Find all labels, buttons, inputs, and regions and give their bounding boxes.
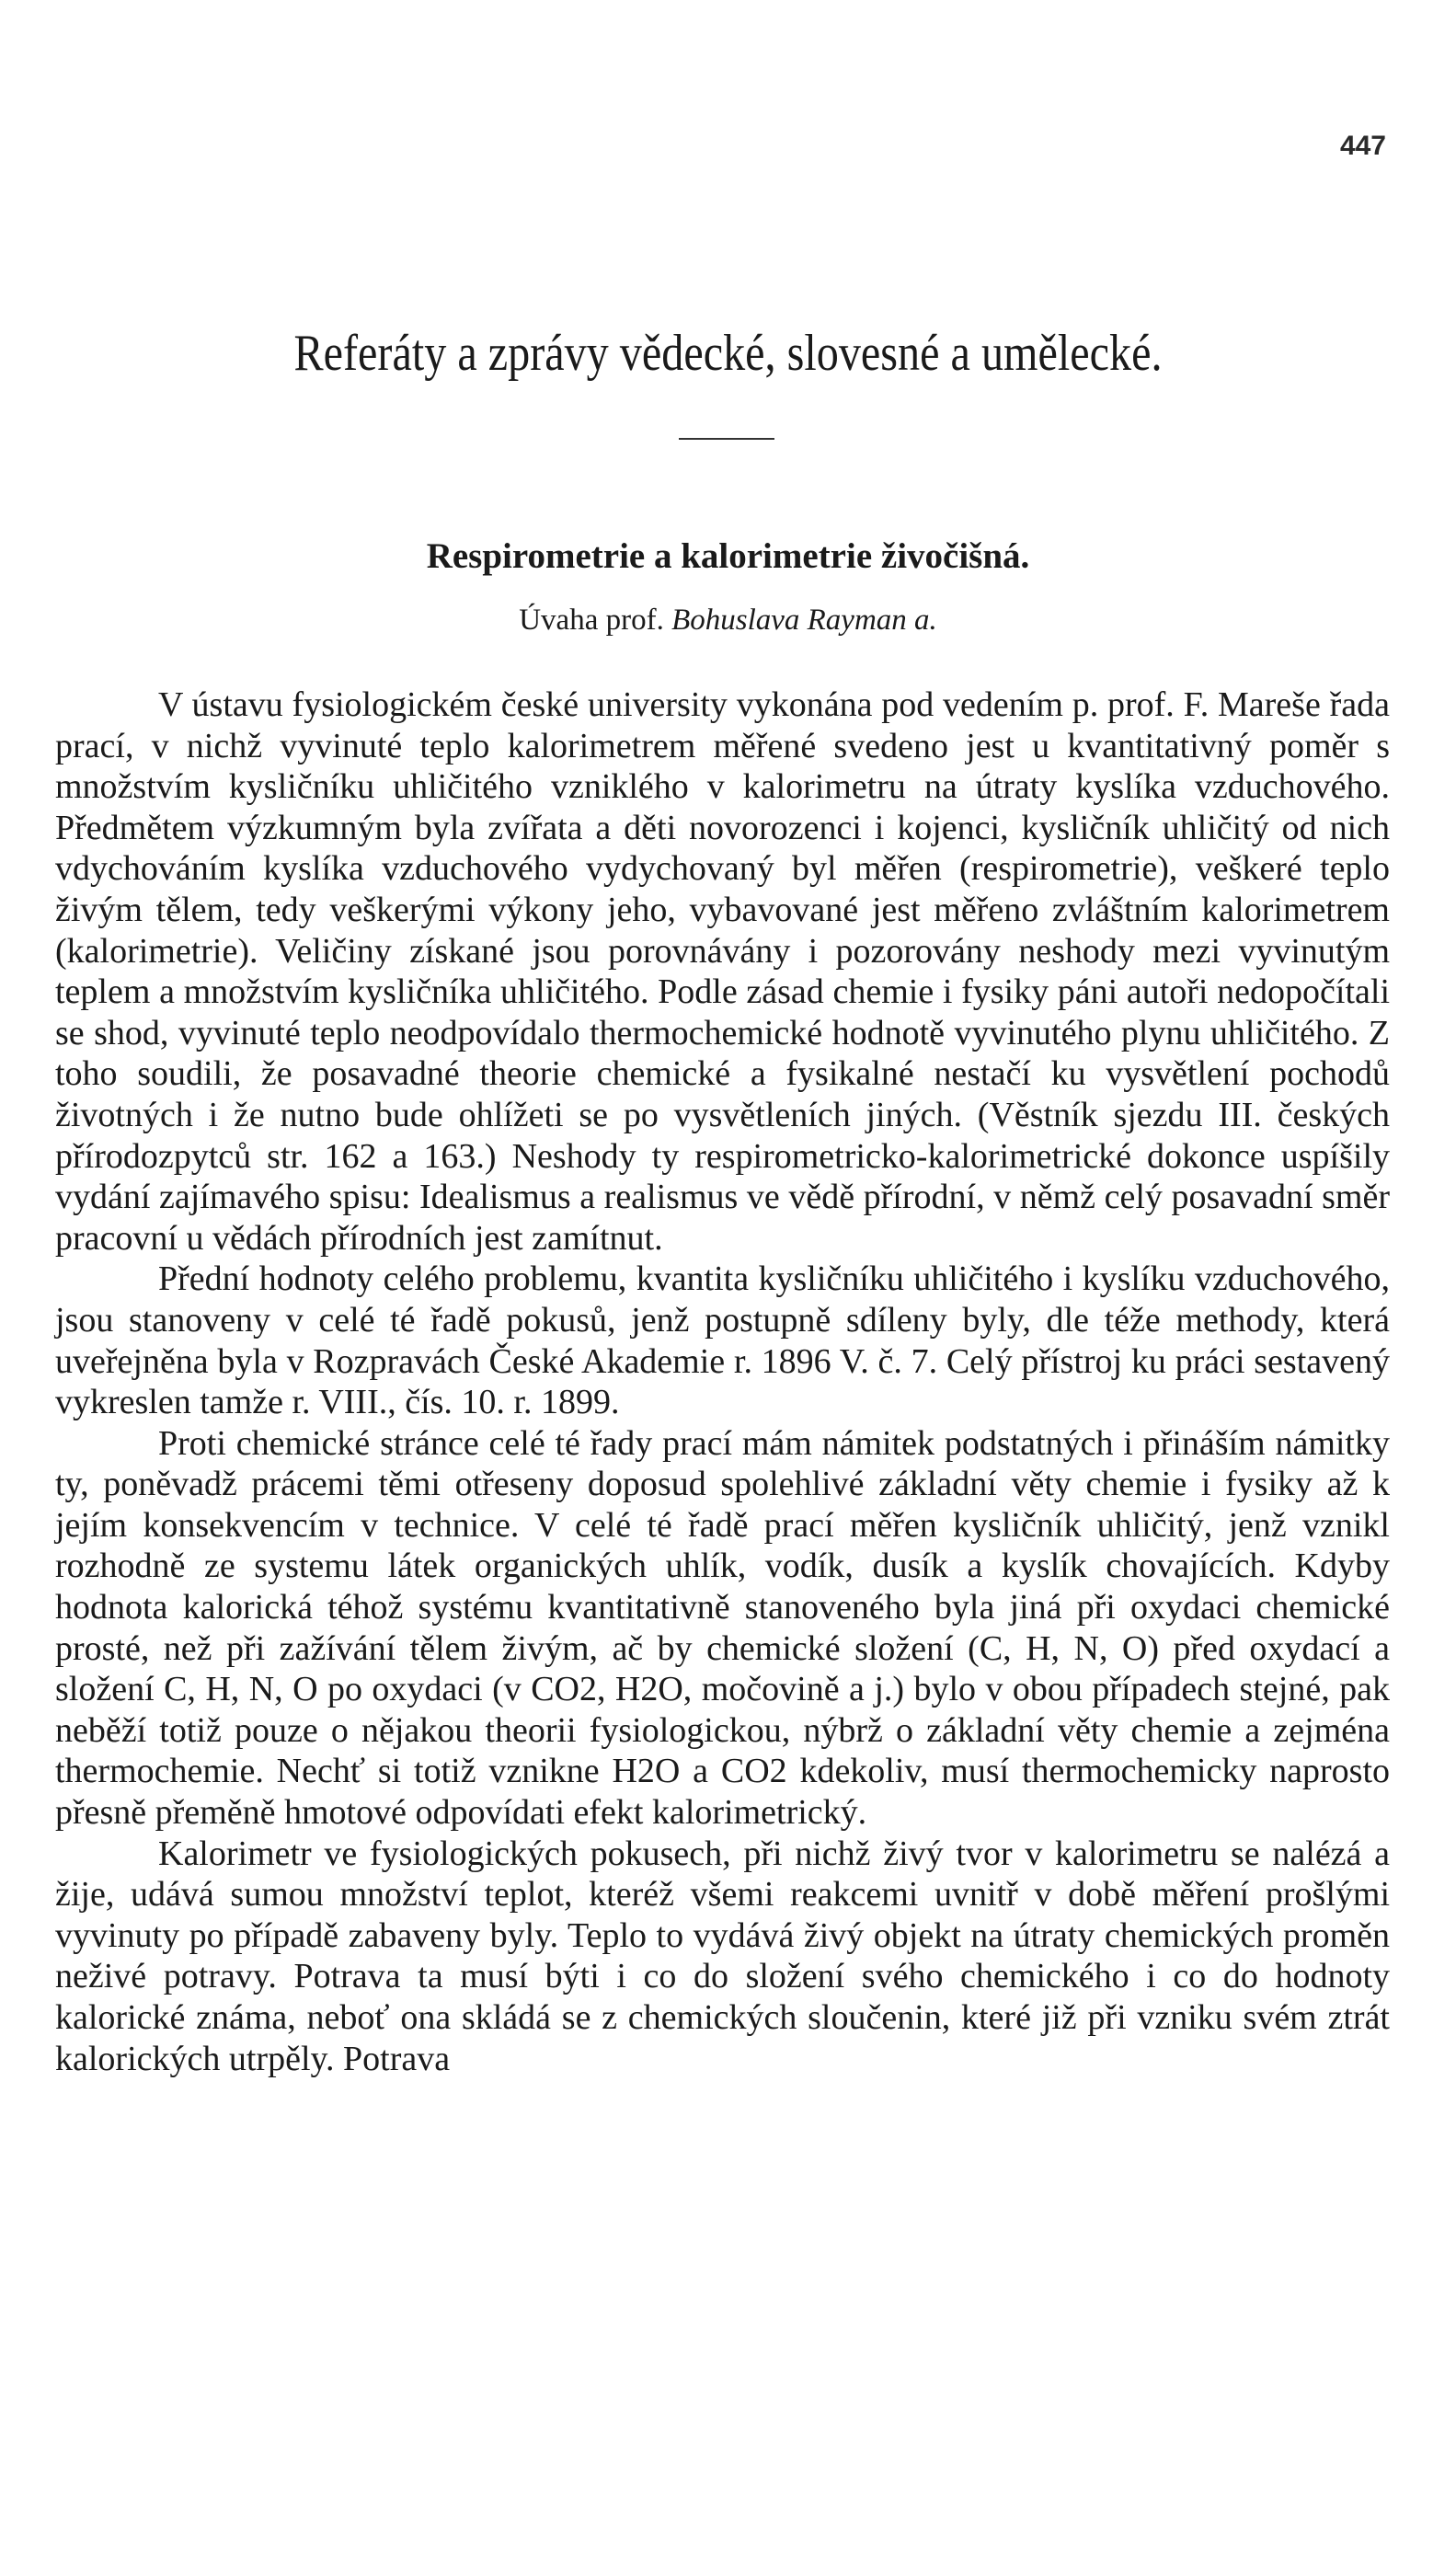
article-byline — [0, 604, 1456, 638]
paragraph: Kalorimetr ve fysiologických pokusech, při nichž živý tvor v kalorimetru se nalézá a žije, udává sumou množství teplot, kteréž všemi reakcemi uvnitř v době měření prošlými vyvinuty po případě zabaveny byly. Teplo to vydává živý objekt na útraty chemických proměn neživé potravy. Potrava ta musí býti i co do složení svého chemického i co do hodnoty kalorické známa, neboť ona skládá se z chemických sloučenin, které již při vzniku svém ztrát kalorických utrpěly. Potrava — [55, 1834, 1390, 2078]
byline-prefix: Úvaha prof. — [519, 604, 664, 637]
byline-author: Bohuslava Rayman a. — [671, 604, 937, 637]
article-title: Respirometrie a kalorimetrie živočišná. — [426, 536, 1030, 576]
paragraph: Proti chemické stránce celé té řady prací mám námitek podstatných i přináším námitky ty, poněvadž prácemi těmi otřeseny doposud spolehlivé základní věty chemie i fysiky až k jejím konsekvencím v technice. V celé té řadě prací měřen kysličník uhličitý, jenž vznikl rozhodně ze systemu látek organických uhlík, vodík, dusík a kyslík chovajících. Kdyby hodnota kalorická téhož systému kvantitativně stanoveného byla jiná při oxydaci chemické prosté, než při zažívání tělem živým, ač by chemické složení (C, H, N, O) před oxydací a složení C, H, N, O po oxydaci (v CO2, H2O, močovině a j.) bylo v obou případech stejné, pak neběží totiž pouze o nějakou theorii fysiologickou, nýbrž o základní věty chemie a zejména thermochemie. Nechť si totiž vznikne H2O a CO2 kdekoliv, musí thermochemicky naprosto přesně přeměně hmotové odpovídati efekt kalorimetrický. — [55, 1423, 1390, 1833]
paragraph: V ústavu fysiologickém české university vykonána pod vedením p. prof. F. Mareše řada prací, v nichž vyvinuté teplo kalorimetrem měřené svedeno jest u kvantitativný poměr s množstvím kysličníku uhličitého vzniklého v kalorimetru na útraty kyslíka vzduchového. Předmětem výzkumným byla zvířata a děti novorozenci i kojenci, kysličník uhličitý od nich vdychováním kyslíka vzduchového vydychovaný byl měřen (respirometrie), veškeré teplo živým tělem, tedy veškerými výkony jeho, vybavované jest měřeno zvláštním kalorimetrem (kalorimetrie). Veličiny získané jsou porovnávány i pozorovány neshody mezi vyvinutým teplem a množstvím kysličníka uhličitého. Podle zásad chemie i fysiky páni autoři nedopočítali se shod, vyvinuté teplo neodpovídalo thermochemické hodnotě vyvinutého plynu uhličitého. Z toho soudili, že posavadné theorie chemické a fysikalné nestačí ku vysvětlení pochodů životných i že nutno bude ohlížeti se po vysvětleních jiných. (Věstník sjezdu III. českých přírodozpytců str. 162 a 163.) Neshody ty respirometricko-kalorimetrické dokonce uspíšily vydání zajímavého spisu: Idealismus a realismus ve vědě přírodní, v němž celý posavadní směr pracovní u vědách přírodních jest zamítnut. — [55, 685, 1390, 1258]
paragraph: Přední hodnoty celého problemu, kvantita kysličníku uhličitého i kyslíku vzduchového, jsou stanoveny v celé té řadě pokusů, jenž postupně sdíleny byly, dle téže methody, která uveřejněna byla v Rozpravách České Akademie r. 1896 V. č. 7. Celý přístroj ku práci sestavený vykreslen tamže r. VIII., čís. 10. r. 1899. — [55, 1259, 1390, 1422]
page-number: 447 — [1339, 131, 1386, 161]
article-body — [55, 684, 1390, 2079]
section-title: Referáty a zprávy vědecké, slovesné a umělecké. — [293, 325, 1163, 382]
title-divider — [679, 438, 774, 440]
